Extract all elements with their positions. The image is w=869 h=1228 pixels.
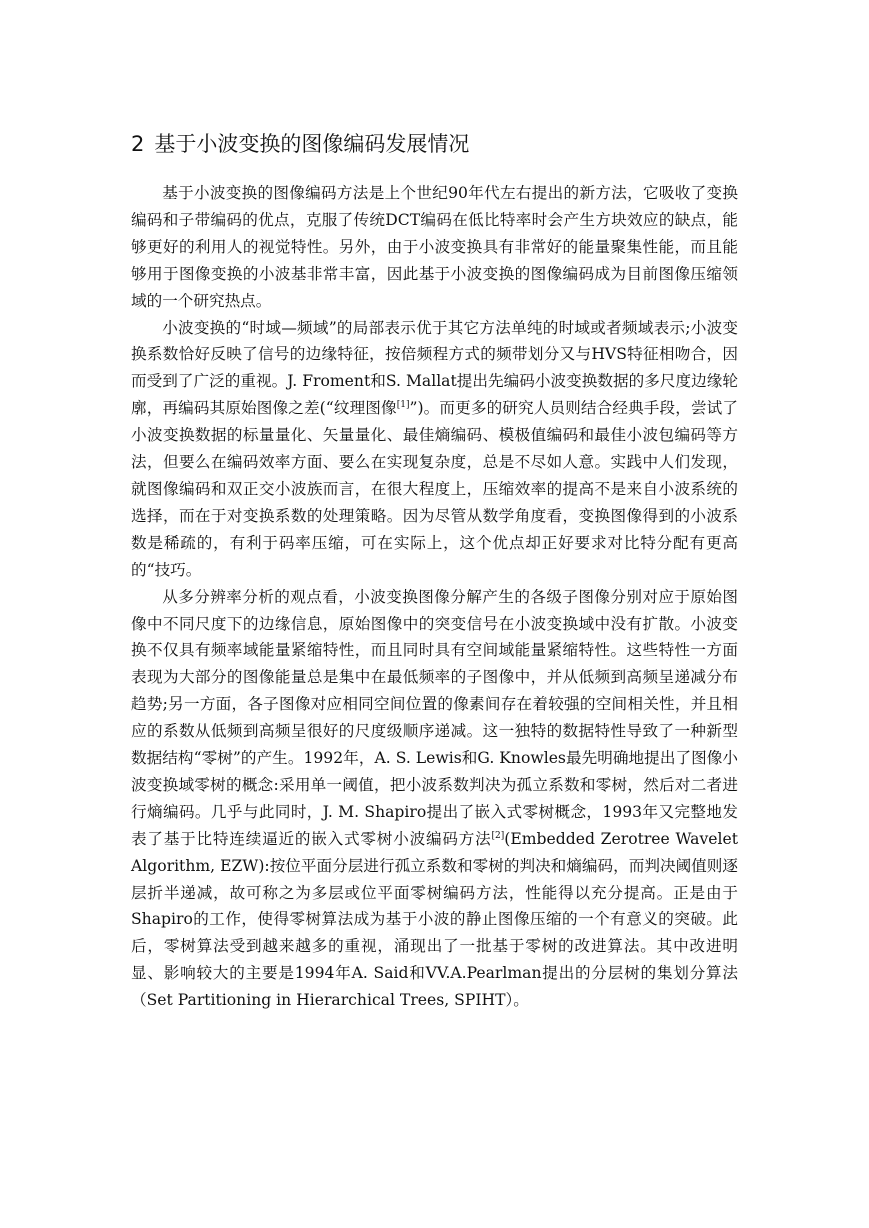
section-heading	[131, 129, 469, 159]
paragraph-wavelet-properties	[131, 315, 738, 584]
paragraph-text: 小波变换的“时域—频域”的局部表示优于其它方法单纯的时域或者频域表示;小波变换系数恰好反映了信号的边缘特征，按倍频程方式的频带划分又与HVS特征相吻合，因而受到了广泛的重视。J. Froment和S. Mallat提出先编码小波变换数据的多尺度边缘轮廓，再编码其原始图像之差(“纹理图像	[131, 318, 738, 418]
citation-ref-2: [2]	[491, 830, 505, 841]
paragraph-intro-text: 基于小波变换的图像编码方法是上个世纪90年代左右提出的新方法，它吸收了变换编码和子带编码的优点，克服了传统DCT编码在低比特率时会产生方块效应的缺点，能够更好的利用人的视觉特性。另外，由于小波变换具有非常好的能量聚集性能，而且能够用于图像变换的小波基非常丰富，因此基于小波变换的图像编码成为目前图像压缩领域的一个研究热点。	[131, 184, 738, 310]
paragraph-zerotree	[131, 584, 738, 1015]
body-text	[131, 180, 738, 1014]
section-number: 2	[131, 132, 145, 156]
citation-ref-1: [1]	[396, 400, 410, 411]
paragraph-text: (Embedded Zerotree Wavelet Algorithm, EZW):按位平面分层进行孤立系数和零树的判决和熵编码，而判决阈值则逐层折半递减，故可称之为多层或位平面零树编码方法，性能得以充分提高。正是由于Shapiro的工作，使得零树算法成为基于小波的静止图像压缩的一个有意义的突破。此后，零树算法受到越来越多的重视，涌现出了一批基于零树的改进算法。其中改进明显、影响较大的主要是1994年A. Said和VV.A.Pearlman提出的分层树的集划分算法（Set Partitioning in Hierarchical Trees, SPIHT）。	[131, 829, 738, 1010]
section-title: 基于小波变换的图像编码发展情况	[154, 132, 470, 156]
paragraph-text: ”)。而更多的研究人员则结合经典手段，尝试了小波变换数据的标量量化、矢量量化、最佳熵编码、模极值编码和最佳小波包编码等方法，但要么在编码效率方面、要么在实现复杂度，总是不尽如人意。实践中人们发现，就图像编码和双正交小波族而言，在很大程度上，压缩效率的提高不是来自小波系统的选择，而在于对变换系数的处理策略。因为尽管从数学角度看，变换图像得到的小波系数是稀疏的，有利于码率压缩，可在实际上，这个优点却正好要求对比特分配有更高的“技巧。	[131, 399, 738, 579]
paragraph-intro	[131, 180, 738, 315]
paragraph-text: 从多分辨率分析的观点看，小波变换图像分解产生的各级子图像分别对应于原始图像中不同尺度下的边缘信息，原始图像中的突变信号在小波变换域中没有扩散。小波变换不仅具有频率域能量紧缩特性，而且同时具有空间域能量紧缩特性。这些特性一方面表现为大部分的图像能量总是集中在最低频率的子图像中，并从低频到高频呈递减分布趋势;另一方面，各子图像对应相同空间位置的像素间存在着较强的空间相关性，并且相应的系数从低频到高频呈很好的尺度级顺序递减。这一独特的数据特性导致了一种新型数据结构“零树”的产生。1992年，A. S. Lewis和G. Knowles最先明确地提出了图像小波变换域零树的概念:采用单一阈值，把小波系数判决为孤立系数和零树，然后对二者进行熵编码。几乎与此同时，J. M. Shapiro提出了嵌入式零树概念，1993年又完整地发表了基于比特连续逼近的嵌入式零树小波编码方法	[131, 587, 738, 848]
